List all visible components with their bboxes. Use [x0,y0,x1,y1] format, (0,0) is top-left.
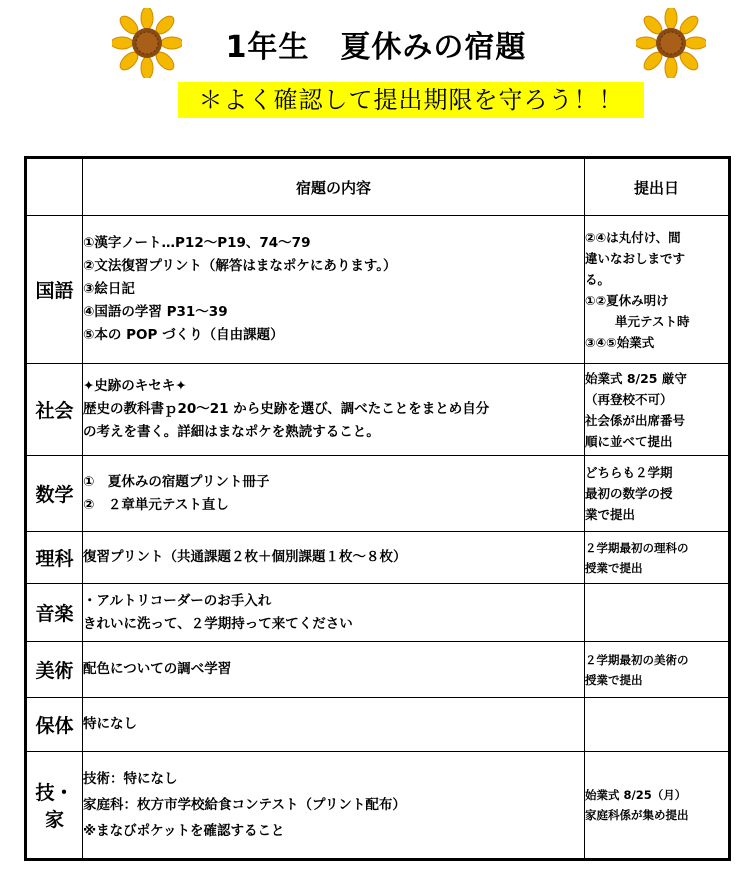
subject-cell: 数学 [26,456,83,532]
content-line: ✦史跡のキセキ✦ [83,378,187,394]
content-cell [83,456,585,532]
column-header-subject [26,158,83,216]
due-line: （再登校不可） [585,391,673,407]
content-line: ※まなびポケットを確認すること [83,823,285,839]
table-row [26,532,730,584]
table-row [26,752,730,860]
subject-cell: 美術 [26,642,83,698]
due-cell [585,752,730,860]
due-line: 単元テスト時 [615,313,690,329]
due-line: ②④は丸付け、間 [585,229,681,245]
content-cell [83,584,585,642]
content-line: ② ２章単元テスト直し [83,496,229,513]
content-line: ④国語の学習 P31～39 [83,304,228,320]
page-title: 1年生 夏休みの宿題 [225,30,527,65]
subject-cell: 国語 [26,216,83,364]
due-line: 家庭科係が集め提出 [585,808,689,822]
content-line: ① 夏休みの宿題プリント冊子 [83,473,270,490]
due-cell [585,364,730,456]
due-line: 業で提出 [585,507,636,522]
content-cell [83,364,585,456]
content-line: 家庭科：枚方市学校給食コンテスト（プリント配布） [83,797,406,813]
content-cell [83,216,585,364]
content-line: 復習プリント（共通課題２枚＋個別課題１枚～８枚） [83,549,407,565]
subject-label: 家 [44,809,64,831]
due-line: る。 [585,271,611,287]
due-cell [585,584,730,642]
deadline-notice: ＊よく確認して提出期限を守ろう！！ [178,82,644,118]
due-line: ２学期最初の理科の [585,540,689,555]
table-row [26,216,730,364]
subject-cell: 理科 [26,532,83,584]
subject-cell [26,752,83,860]
content-line: の考えを書く。詳細はまなポケを熟読すること。 [83,424,380,440]
content-cell [83,532,585,584]
due-line: どちらも２学期 [585,465,673,480]
due-cell [585,456,730,532]
column-header-due: 提出日 [585,158,730,216]
table-row [26,642,730,698]
subject-cell: 保体 [26,698,83,752]
due-line: ①②夏休み明け [585,292,669,308]
content-line: ⑤本の POP づくり（自由課題） [83,327,284,343]
due-cell [585,698,730,752]
due-line: 授業で提出 [585,560,643,575]
homework-table [24,156,731,861]
subject-label: 技・ [35,782,74,804]
table-row [26,584,730,642]
due-line: 始業式 8/25 厳守 [585,370,687,386]
content-cell [83,752,585,860]
content-cell [83,642,585,698]
content-cell [83,698,585,752]
due-line: 違いなおしまです [585,250,686,266]
content-line: ・アルトリコーダーのお手入れ [83,592,272,609]
due-line: 授業で提出 [585,672,643,687]
due-cell [585,642,730,698]
subject-cell: 音楽 [26,584,83,642]
content-line: 特になし [83,716,137,732]
due-line: 社会係が出席番号 [585,412,686,428]
due-line: 始業式 8/25（月） [585,788,687,802]
due-cell [585,216,730,364]
due-line: ２学期最初の美術の [585,652,689,667]
content-line: きれいに洗って、２学期持って来てください [83,615,353,632]
due-line: 最初の数学の授 [585,486,673,501]
table-row [26,698,730,752]
subject-cell: 社会 [26,364,83,456]
content-line: ①漢字ノート…P12～P19、74～79 [83,235,311,251]
content-line: ③絵日記 [83,281,135,297]
content-line: ②文法復習プリント（解答はまなポケにあります。） [83,258,397,274]
table-header-row [26,158,730,216]
content-line: 歴史の教科書ｐ20～21 から史跡を選び、調べたことをまとめ自分 [83,401,490,417]
table-row [26,456,730,532]
column-header-content: 宿題の内容 [83,158,585,216]
content-line: 配色についての調べ学習 [83,661,232,677]
due-line: ③④⑤始業式 [585,334,655,350]
content-line: 技術：特になし [83,771,178,787]
due-cell [585,532,730,584]
table-row [26,364,730,456]
due-line: 順に並べて提出 [585,433,673,449]
